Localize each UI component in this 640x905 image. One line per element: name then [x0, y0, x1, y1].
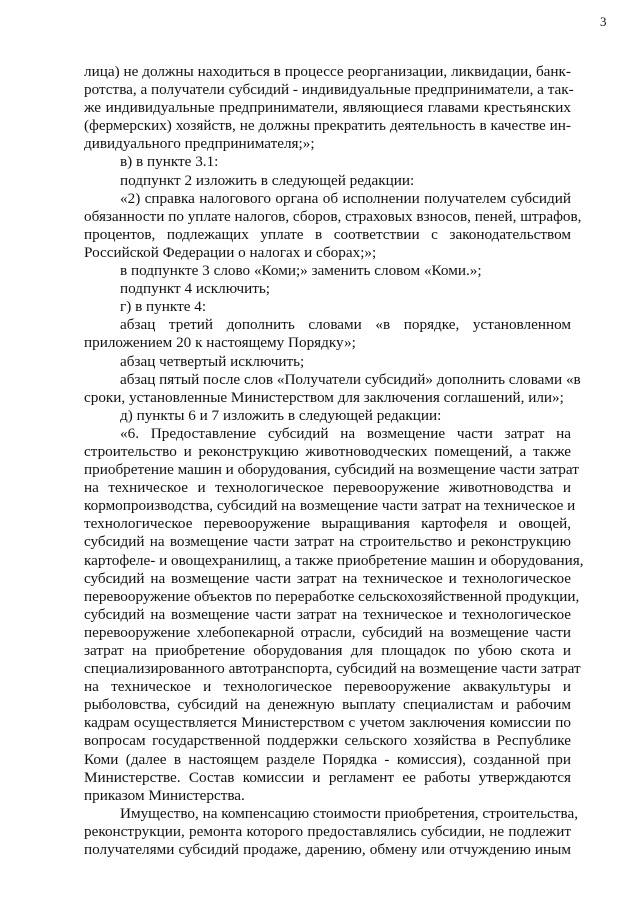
text-line: затрат на приобретение оборудования для площадок по убою скота и	[84, 642, 571, 659]
text-line: в подпункте 3 слово «Коми;» заменить словом «Коми.»;	[120, 262, 482, 280]
text-line: сроки, установленные Министерством для заключения соглашений, или»;	[84, 388, 564, 406]
text-line: субсидий на возмещение части затрат на строительство и реконструкцию	[84, 533, 571, 551]
text-line: Коми (далее в настоящем разделе Порядка - комиссия), созданной при	[84, 750, 571, 768]
text-line: перевооружение хлебопекарной отрасли, субсидий на возмещение части	[84, 623, 571, 641]
page-number: 3	[600, 14, 607, 29]
text-line: на техническое и технологическое перевооружение аквакультуры и	[84, 678, 571, 696]
text-line: в) в пункте 3.1:	[120, 153, 219, 171]
text-line: дивидуального предпринимателя;»;	[84, 135, 315, 153]
document-body	[84, 63, 584, 859]
text-line: приобретение машин и оборудования, субсидий на возмещение части затрат	[84, 461, 579, 479]
text-line: реконструкции, ремонта которого предоставлялись субсидии, не подлежит	[84, 822, 571, 840]
text-line: перевооружение объектов по переработке сельскохозяйственной продукции,	[84, 587, 580, 605]
text-line: строительство и реконструкцию животноводческих помещений, а также	[84, 442, 571, 460]
text-line: Министерстве. Состав комиссии и регламент ее работы утверждаются	[84, 768, 571, 786]
text-line: абзац четвертый исключить;	[120, 352, 305, 370]
text-line: подпункт 4 исключить;	[120, 280, 271, 298]
text-line: абзац пятый после слов «Получатели субсидий» дополнить словами «в	[120, 370, 581, 388]
text-line: (фермерских) хозяйств, не должны прекратить деятельность в качестве ин-	[84, 117, 571, 135]
text-line: рыболовства, субсидий на денежную выплату специалистам и рабочим	[84, 696, 571, 714]
text-line: абзац третий дополнить словами «в порядке, установленном	[120, 316, 571, 334]
text-line: получателями субсидий продаже, дарению, обмену или отчуждению иным	[84, 841, 571, 859]
text-line: процентов, подлежащих уплате в соответствии с законодательством	[84, 225, 571, 243]
text-line: ротства, а получатели субсидий - индивидуальные предприниматели, а так-	[84, 81, 574, 99]
text-line: Имущество, на компенсацию стоимости приобретения, строительства,	[120, 804, 579, 822]
text-line: лица) не должны находиться в процессе реорганизации, ликвидации, банк-	[84, 63, 571, 80]
text-line: кадрам осуществляется Министерством с учетом заключения комиссии по	[84, 714, 571, 732]
text-line: же индивидуальные предприниматели, являющиеся главами крестьянских	[84, 99, 571, 117]
text-line: приказом Министерства.	[84, 786, 245, 804]
text-line: д) пункты 6 и 7 изложить в следующей редакции:	[120, 406, 442, 424]
text-line: «2) справка налогового органа об исполнении получателем субсидий	[120, 189, 571, 207]
text-line: субсидий на возмещение части затрат на техническое и технологическое	[84, 605, 571, 623]
text-line: на техническое и технологическое перевооружение животноводства и	[84, 479, 571, 497]
text-line: обязанности по уплате налогов, сборов, страховых взносов, пеней, штрафов,	[84, 207, 582, 225]
text-line: «6. Предоставление субсидий на возмещение части затрат на	[120, 424, 571, 442]
text-line: подпункт 2 изложить в следующей редакции:	[120, 171, 415, 189]
text-line: кормопроизводства, субсидий на возмещение части затрат на техническое и	[84, 497, 576, 515]
text-line: приложением 20 к настоящему Порядку»;	[84, 334, 356, 352]
text-line: субсидий на возмещение части затрат на техническое и технологическое	[84, 569, 571, 587]
text-line: технологическое перевооружение выращивания картофеля и овощей,	[84, 515, 571, 533]
text-line: Российской Федерации о налогах и сборах;»;	[84, 243, 377, 261]
text-line: вопросам государственной поддержки сельского хозяйства в Республике	[84, 732, 571, 750]
text-line: г) в пункте 4:	[120, 298, 207, 316]
text-line: картофеле- и овощехранилищ, а также приобретение машин и оборудования,	[84, 551, 584, 569]
text-line: специализированного автотранспорта, субсидий на возмещение части затрат	[84, 660, 581, 678]
